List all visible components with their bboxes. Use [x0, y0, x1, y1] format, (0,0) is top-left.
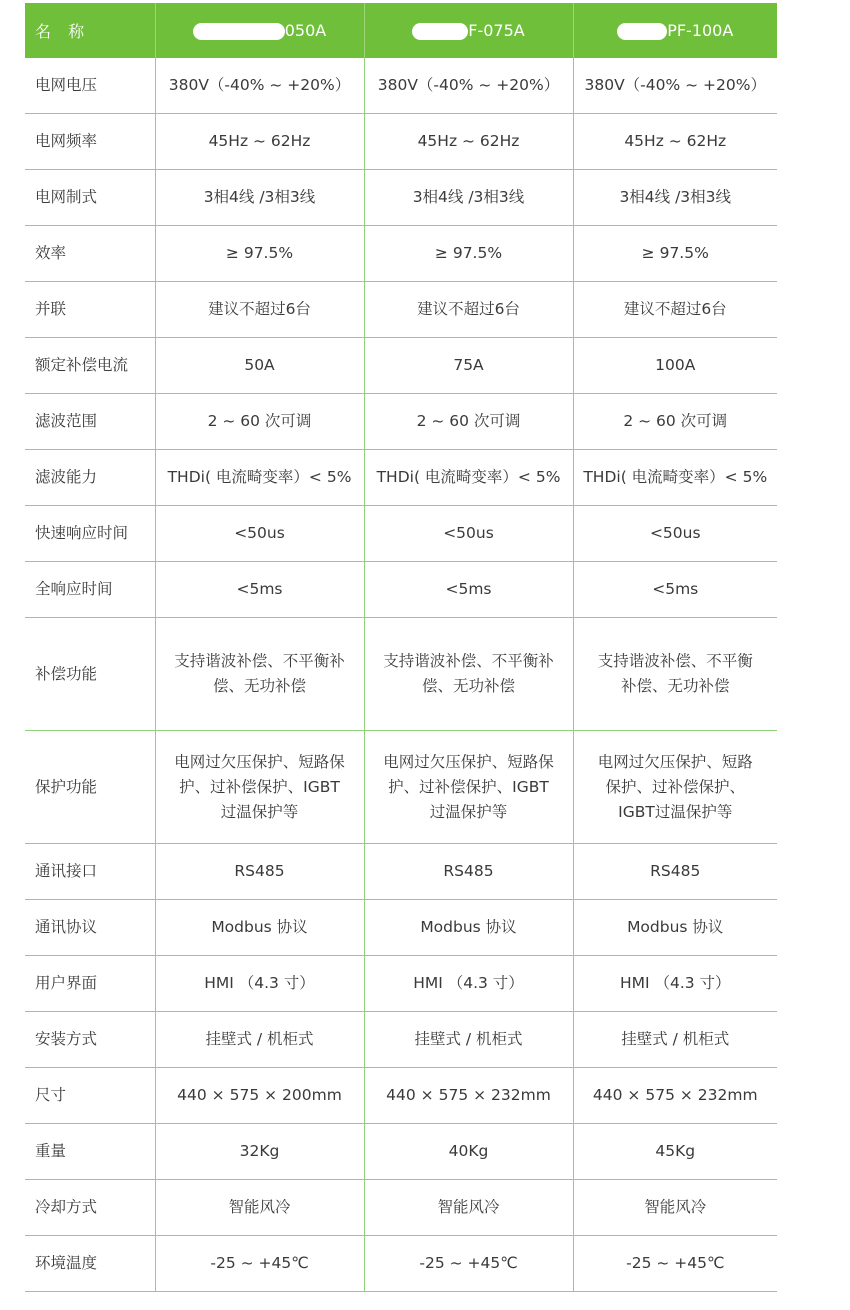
header-model-2-text: F-075A	[468, 21, 525, 40]
spec-table	[25, 3, 777, 1292]
header-label: 名 称	[25, 3, 155, 58]
row-value-model-2: Modbus 协议	[364, 900, 573, 956]
row-label: 全响应时间	[25, 562, 155, 618]
row-value-model-1: <50us	[155, 506, 364, 562]
table-row	[25, 1180, 777, 1236]
table-row	[25, 900, 777, 956]
row-value-model-3: 挂壁式 / 机柜式	[573, 1012, 777, 1068]
row-value-model-3: 2 ~ 60 次可调	[573, 394, 777, 450]
row-label: 重量	[25, 1124, 155, 1180]
row-value-model-2: 电网过欠压保护、短路保护、过补偿保护、IGBT过温保护等	[364, 731, 573, 844]
table-row	[25, 618, 777, 731]
row-value-model-1: HMI （4.3 寸）	[155, 956, 364, 1012]
row-label: 用户界面	[25, 956, 155, 1012]
row-value-model-1: 建议不超过6台	[155, 282, 364, 338]
row-value-model-1: ≥ 97.5%	[155, 226, 364, 282]
row-label: 冷却方式	[25, 1180, 155, 1236]
row-value-model-3: 45Kg	[573, 1124, 777, 1180]
row-label: 快速响应时间	[25, 506, 155, 562]
row-value-model-3: 100A	[573, 338, 777, 394]
table-row	[25, 450, 777, 506]
row-value-model-3: 380V（-40% ~ +20%）	[573, 58, 777, 114]
row-value-model-1: 3相4线 /3相3线	[155, 170, 364, 226]
header-row	[25, 3, 777, 58]
header-model-1	[155, 3, 364, 58]
redaction-mark	[412, 23, 468, 40]
table-row	[25, 1236, 777, 1292]
row-label: 额定补偿电流	[25, 338, 155, 394]
row-label: 电网频率	[25, 114, 155, 170]
table-body	[25, 58, 777, 1292]
row-value-model-2: 380V（-40% ~ +20%）	[364, 58, 573, 114]
row-value-model-1: 智能风冷	[155, 1180, 364, 1236]
header-model-1-text: 050A	[284, 21, 327, 40]
table-row	[25, 731, 777, 844]
row-label: 电网制式	[25, 170, 155, 226]
header-model-3-text: PF-100A	[667, 21, 734, 40]
redaction-mark	[617, 23, 667, 40]
row-label: 并联	[25, 282, 155, 338]
table-row	[25, 282, 777, 338]
row-value-model-3: ≥ 97.5%	[573, 226, 777, 282]
row-value-model-2: <50us	[364, 506, 573, 562]
row-value-model-1: 440 × 575 × 200mm	[155, 1068, 364, 1124]
row-value-model-2: RS485	[364, 844, 573, 900]
row-value-model-3: -25 ~ +45℃	[573, 1236, 777, 1292]
row-label: 安装方式	[25, 1012, 155, 1068]
table-row	[25, 394, 777, 450]
row-value-model-1: -25 ~ +45℃	[155, 1236, 364, 1292]
row-value-model-2: 支持谐波补偿、不平衡补偿、无功补偿	[364, 618, 573, 731]
row-value-model-3: Modbus 协议	[573, 900, 777, 956]
row-label: 电网电压	[25, 58, 155, 114]
row-value-model-1: 45Hz ~ 62Hz	[155, 114, 364, 170]
table-header	[25, 3, 777, 58]
row-value-model-2: <5ms	[364, 562, 573, 618]
row-value-model-3: <50us	[573, 506, 777, 562]
row-value-model-3: 45Hz ~ 62Hz	[573, 114, 777, 170]
row-value-model-2: 440 × 575 × 232mm	[364, 1068, 573, 1124]
row-value-model-2: 挂壁式 / 机柜式	[364, 1012, 573, 1068]
row-value-model-1: THDi( 电流畸变率）< 5%	[155, 450, 364, 506]
row-value-model-1: <5ms	[155, 562, 364, 618]
row-label: 效率	[25, 226, 155, 282]
row-label: 通讯协议	[25, 900, 155, 956]
row-label: 滤波能力	[25, 450, 155, 506]
row-label: 保护功能	[25, 731, 155, 844]
row-value-model-3: 支持谐波补偿、不平衡补偿、无功补偿	[573, 618, 777, 731]
table-row	[25, 562, 777, 618]
table-row	[25, 1124, 777, 1180]
row-value-model-2: THDi( 电流畸变率）< 5%	[364, 450, 573, 506]
table-row	[25, 956, 777, 1012]
row-value-model-2: 2 ~ 60 次可调	[364, 394, 573, 450]
table-row	[25, 338, 777, 394]
row-value-model-2: 智能风冷	[364, 1180, 573, 1236]
header-model-3	[573, 3, 777, 58]
row-value-model-2: 3相4线 /3相3线	[364, 170, 573, 226]
row-value-model-1: RS485	[155, 844, 364, 900]
table-row	[25, 226, 777, 282]
row-value-model-2: -25 ~ +45℃	[364, 1236, 573, 1292]
row-value-model-1: Modbus 协议	[155, 900, 364, 956]
row-value-model-2: 40Kg	[364, 1124, 573, 1180]
table-row	[25, 844, 777, 900]
row-label: 环境温度	[25, 1236, 155, 1292]
row-value-model-3: 电网过欠压保护、短路保护、过补偿保护、IGBT过温保护等	[573, 731, 777, 844]
table-row	[25, 170, 777, 226]
table-row	[25, 1012, 777, 1068]
redaction-mark	[193, 23, 285, 40]
row-label: 滤波范围	[25, 394, 155, 450]
row-value-model-3: <5ms	[573, 562, 777, 618]
row-value-model-2: ≥ 97.5%	[364, 226, 573, 282]
table-row	[25, 114, 777, 170]
table-row	[25, 506, 777, 562]
row-value-model-2: HMI （4.3 寸）	[364, 956, 573, 1012]
row-label: 尺寸	[25, 1068, 155, 1124]
row-value-model-2: 45Hz ~ 62Hz	[364, 114, 573, 170]
row-value-model-3: 440 × 575 × 232mm	[573, 1068, 777, 1124]
row-value-model-1: 支持谐波补偿、不平衡补偿、无功补偿	[155, 618, 364, 731]
row-label: 通讯接口	[25, 844, 155, 900]
row-value-model-2: 建议不超过6台	[364, 282, 573, 338]
row-value-model-1: 电网过欠压保护、短路保护、过补偿保护、IGBT过温保护等	[155, 731, 364, 844]
row-value-model-2: 75A	[364, 338, 573, 394]
header-model-2	[364, 3, 573, 58]
table-row	[25, 58, 777, 114]
row-value-model-3: 建议不超过6台	[573, 282, 777, 338]
row-value-model-3: 3相4线 /3相3线	[573, 170, 777, 226]
row-value-model-3: HMI （4.3 寸）	[573, 956, 777, 1012]
row-label: 补偿功能	[25, 618, 155, 731]
table-row	[25, 1068, 777, 1124]
row-value-model-1: 2 ~ 60 次可调	[155, 394, 364, 450]
row-value-model-1: 32Kg	[155, 1124, 364, 1180]
row-value-model-3: RS485	[573, 844, 777, 900]
row-value-model-3: 智能风冷	[573, 1180, 777, 1236]
row-value-model-1: 50A	[155, 338, 364, 394]
row-value-model-1: 380V（-40% ~ +20%）	[155, 58, 364, 114]
row-value-model-1: 挂壁式 / 机柜式	[155, 1012, 364, 1068]
row-value-model-3: THDi( 电流畸变率）< 5%	[573, 450, 777, 506]
